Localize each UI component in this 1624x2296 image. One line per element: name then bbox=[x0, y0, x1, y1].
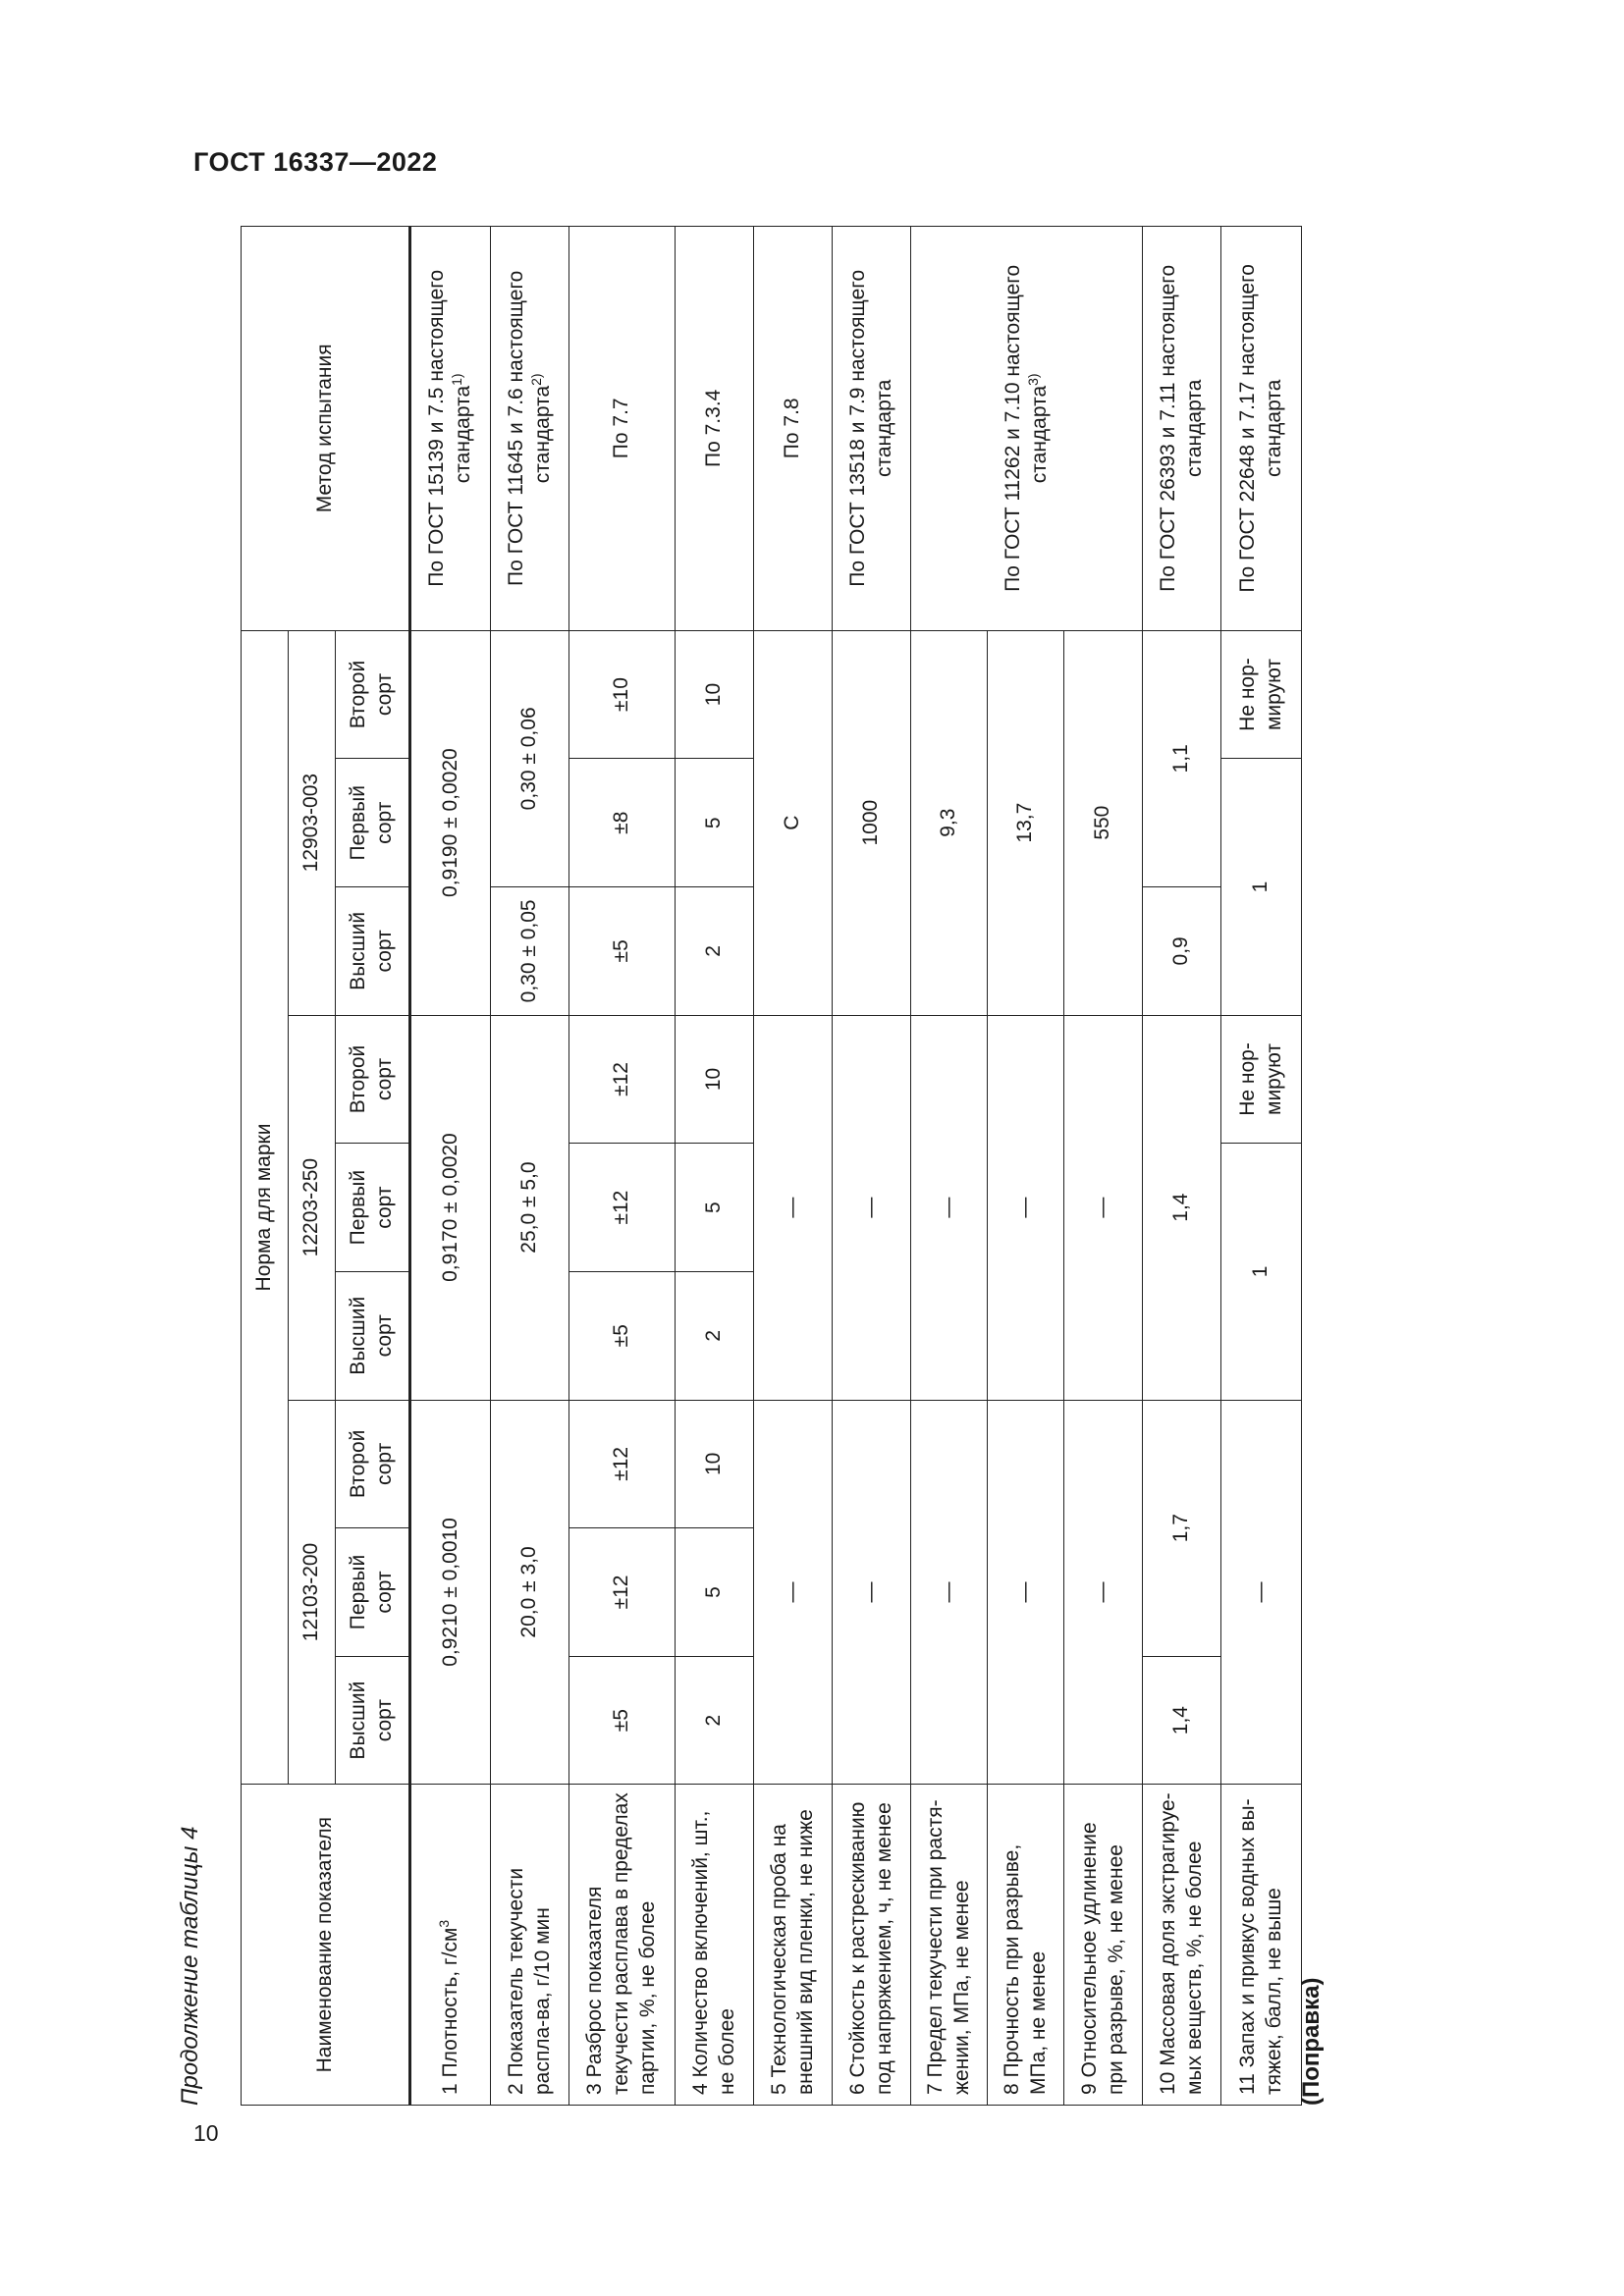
row-name: 8 Прочность при разрыве, МПа, не менее bbox=[988, 1785, 1064, 2106]
cell-value: — bbox=[988, 1015, 1064, 1400]
row-name: 4 Количество включений, шт., не более bbox=[676, 1785, 754, 2106]
sort-header: Первый сорт bbox=[336, 1528, 410, 1657]
row-name: 1 Плотность, $г/см^3$ bbox=[410, 1785, 491, 2106]
cell-value: 1,4 bbox=[1143, 1015, 1221, 1400]
document-code: ГОСТ 16337—2022 bbox=[193, 147, 438, 177]
sort-header: Первый сорт bbox=[336, 1144, 410, 1272]
cell-value: 0,9170 ± 0,0020 bbox=[410, 1015, 491, 1400]
col-name-header: Наименование показателя bbox=[242, 1785, 410, 2106]
cell-value: — bbox=[911, 1400, 988, 1785]
table-caption: Продолжение таблицы 4 bbox=[177, 1826, 203, 2106]
page-number: 10 bbox=[193, 2120, 219, 2146]
method-cell: По ГОСТ 15139 и 7.5 настоящего стандарта$^{1)}$ bbox=[410, 227, 491, 631]
cell-value: 5 bbox=[676, 1528, 754, 1657]
amendment-note: (Поправка) bbox=[1298, 1977, 1325, 2106]
method-cell: По 7.8 bbox=[754, 227, 833, 631]
header-row-1 bbox=[242, 227, 289, 2106]
row-name: 3 Разброс показателя текучести расплава в пределах партии, %, не более bbox=[569, 1785, 676, 2106]
cell-value: 9,3 bbox=[911, 630, 988, 1015]
cell-value: 13,7 bbox=[988, 630, 1064, 1015]
cell-value: — bbox=[1221, 1400, 1302, 1785]
cell-value: — bbox=[1064, 1015, 1143, 1400]
grade-header: 12103-200 bbox=[289, 1400, 336, 1785]
col-method-header: Метод испытания bbox=[242, 227, 410, 631]
cell-value: 1,7 bbox=[1143, 1400, 1221, 1656]
method-cell: По ГОСТ 22648 и 7.17 настоящего стандарта bbox=[1221, 227, 1302, 631]
table-row bbox=[491, 227, 569, 2106]
sort-header: Второй сорт bbox=[336, 1015, 410, 1144]
cell-value: 1 bbox=[1221, 759, 1302, 1015]
row-name: 7 Предел текучести при растя-жении, МПа, не менее bbox=[911, 1785, 988, 2106]
cell-value: 5 bbox=[676, 759, 754, 887]
table-row bbox=[676, 227, 754, 2106]
method-cell: По ГОСТ 26393 и 7.11 настоящего стандарта bbox=[1143, 227, 1221, 631]
sort-header: Первый сорт bbox=[336, 759, 410, 887]
cell-value: 10 bbox=[676, 1015, 754, 1144]
cell-value: 1 bbox=[1221, 1144, 1302, 1400]
cell-value: — bbox=[988, 1400, 1064, 1785]
cell-value: 0,9190 ± 0,0020 bbox=[410, 630, 491, 1015]
table-row bbox=[754, 227, 833, 2106]
cell-value: Не нор-мируют bbox=[1221, 630, 1302, 759]
sort-header: Второй сорт bbox=[336, 630, 410, 759]
cell-value: ±12 bbox=[569, 1015, 676, 1144]
cell-value: 10 bbox=[676, 1400, 754, 1528]
cell-value: 0,30 ± 0,06 bbox=[491, 630, 569, 886]
row-name: 10 Массовая доля экстрагируе-мых веществ, %, не более bbox=[1143, 1785, 1221, 2106]
cell-value: ±5 bbox=[569, 1656, 676, 1785]
cell-value: 1,4 bbox=[1143, 1656, 1221, 1785]
cell-value: — bbox=[754, 1400, 833, 1785]
sort-header: Высший сорт bbox=[336, 1271, 410, 1400]
cell-value: Не нор-мируют bbox=[1221, 1015, 1302, 1144]
cell-value: 1000 bbox=[833, 630, 911, 1015]
cell-value: ±12 bbox=[569, 1144, 676, 1272]
col-norm-header: Норма для марки bbox=[242, 630, 289, 1785]
cell-value: ±8 bbox=[569, 759, 676, 887]
cell-value: 25,0 ± 5,0 bbox=[491, 1015, 569, 1400]
table-row bbox=[569, 227, 676, 2106]
cell-value: — bbox=[1064, 1400, 1143, 1785]
grade-header: 12903-003 bbox=[289, 630, 336, 1015]
cell-value: — bbox=[833, 1400, 911, 1785]
cell-value: 1,1 bbox=[1143, 630, 1221, 886]
cell-value: 5 bbox=[676, 1144, 754, 1272]
cell-value: 2 bbox=[676, 1656, 754, 1785]
cell-value: 2 bbox=[676, 887, 754, 1016]
grade-header: 12203-250 bbox=[289, 1015, 336, 1400]
sort-header: Высший сорт bbox=[336, 887, 410, 1016]
method-cell: По ГОСТ 11645 и 7.6 настоящего стандарта$^{2)}$ bbox=[491, 227, 569, 631]
cell-value: 10 bbox=[676, 630, 754, 759]
cell-value: — bbox=[911, 1015, 988, 1400]
cell-value: 0,9210 ± 0,0010 bbox=[410, 1400, 491, 1785]
cell-value: 0,30 ± 0,05 bbox=[491, 887, 569, 1016]
cell-value: ±5 bbox=[569, 887, 676, 1016]
method-cell: По 7.3.4 bbox=[676, 227, 754, 631]
table-row bbox=[410, 227, 491, 2106]
cell-value: — bbox=[833, 1015, 911, 1400]
row-name: 2 Показатель текучести распла-ва, г/10 мин bbox=[491, 1785, 569, 2106]
method-cell: По 7.7 bbox=[569, 227, 676, 631]
cell-value: 20,0 ± 3,0 bbox=[491, 1400, 569, 1785]
sort-header: Второй сорт bbox=[336, 1400, 410, 1528]
cell-value: 550 bbox=[1064, 630, 1143, 1015]
table-row bbox=[833, 227, 911, 2106]
table-row bbox=[911, 227, 988, 2106]
cell-value: — bbox=[754, 1015, 833, 1400]
row-name: 9 Относительное удлинение при разрыве, %, не менее bbox=[1064, 1785, 1143, 2106]
spec-table bbox=[241, 226, 1302, 2106]
cell-value: 2 bbox=[676, 1271, 754, 1400]
sort-header: Высший сорт bbox=[336, 1656, 410, 1785]
table-row bbox=[1221, 227, 1302, 2106]
cell-value: 0,9 bbox=[1143, 887, 1221, 1016]
cell-value: C bbox=[754, 630, 833, 1015]
row-name: 6 Стойкость к растрескиванию под напряжением, ч, не менее bbox=[833, 1785, 911, 2106]
row-name: 11 Запах и привкус водных вы-тяжек, балл, не выше bbox=[1221, 1785, 1302, 2106]
table-row bbox=[1143, 227, 1221, 2106]
method-cell: По ГОСТ 11262 и 7.10 настоящего стандарта$^{3)}$ bbox=[911, 227, 1143, 631]
row-name: 5 Технологическая проба на внешний вид пленки, не ниже bbox=[754, 1785, 833, 2106]
cell-value: ±12 bbox=[569, 1528, 676, 1657]
rotated-page-content bbox=[177, 25, 1355, 2106]
cell-value: ±12 bbox=[569, 1400, 676, 1528]
cell-value: ±10 bbox=[569, 630, 676, 759]
method-cell: По ГОСТ 13518 и 7.9 настоящего стандарта bbox=[833, 227, 911, 631]
cell-value: ±5 bbox=[569, 1271, 676, 1400]
